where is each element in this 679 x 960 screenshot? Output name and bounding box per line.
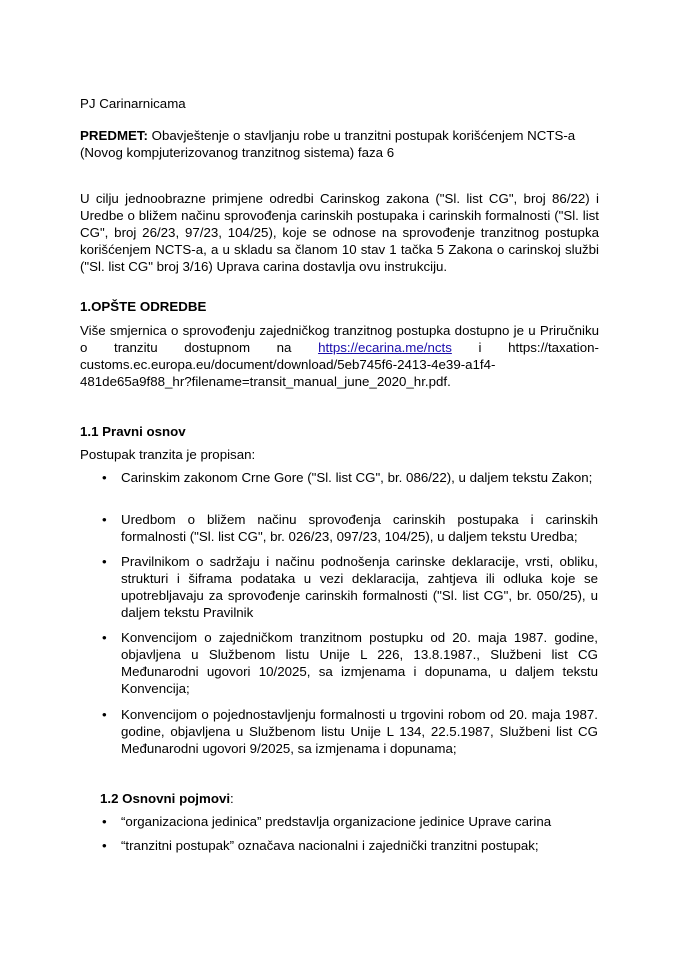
- list-item: • Carinskim zakonom Crne Gore ("Sl. list CG", br. 086/22), u daljem tekstu Zakon;: [102, 470, 593, 485]
- bullet-icon: •: [102, 814, 107, 829]
- bullet-icon: •: [102, 512, 107, 527]
- ecarina-link[interactable]: https://ecarina.me/ncts: [318, 340, 452, 355]
- subject-text: Obavještenje o stavljanju robe u tranzitni postupak korišćenjem NCTS-a (Novog kompjuterizovanog tranzitnog sistema) faza 6: [80, 128, 576, 160]
- section-1-text-before: Više smjernica o sprovođenju zajedničkog tranzitnog postupka dostupno je u Priručniku o tranzitu dostupnom na: [80, 323, 599, 355]
- subject-label: PREDMET:: [80, 128, 148, 143]
- addressee: PJ Carinarnicama: [80, 96, 186, 111]
- section-1-2-heading: 1.2 Osnovni pojmovi: [100, 791, 231, 806]
- list-item: • Pravilnikom o sadržaju i načinu podnošenja carinske deklaracije, vrsti, obliku, strukturi i šiframa podataka u vezi deklaracija, zahtjeva ili odluka koje se upotrebljavaju za sprovođenje carinskih formalnosti ("Sl. list CG", br. 050/25), u daljem tekstu Pravilnik: [102, 554, 598, 620]
- list-item: • “tranzitni postupak” označava nacionalni i zajednički tranzitni postupak;: [102, 838, 539, 853]
- section-1-2-heading-line: 1.2 Osnovni pojmovi:: [100, 791, 234, 806]
- section-1-text-after: i https://taxation-customs.ec.europa.eu/document/download/5eb745f6-2413-4e39-a1f4-481de65a9f88_hr?filename=transit_manual_june_2020_hr.pdf.: [80, 340, 599, 389]
- subject-paragraph: [80, 127, 599, 161]
- bullet-icon: •: [102, 554, 107, 569]
- section-1-paragraph: [80, 322, 599, 390]
- list-item: • Konvencijom o pojednostavljenju formalnosti u trgovini robom od 20. maja 1987. godine, objavljena u Službenom listu Unije L 134, 22.5.1987, Službeni list CG Međunarodni ugovori 9/2025, sa izmjenama i dopunama;: [102, 707, 598, 756]
- list-item: • Konvencijom o zajedničkom tranzitnom postupku od 20. maja 1987. godine, objavljena u Službenom listu Unije L 226, 13.8.1987., Službeni list CG Međunarodni ugovori 10/2025, sa izmjenama i dopunama, u daljem tekstu Konvencija;: [102, 630, 598, 696]
- section-1-heading: 1.OPŠTE ODREDBE: [80, 299, 207, 314]
- list-item: • Uredbom o bližem načinu sprovođenja carinskih postupaka i carinskih formalnosti ("Sl. list CG", br. 026/23, 097/23, 104/25), u daljem tekstu Uredba;: [102, 512, 598, 544]
- section-1-1-heading: 1.1 Pravni osnov: [80, 424, 186, 439]
- section-1-1-lead: Postupak tranzita je propisan:: [80, 447, 256, 462]
- list-item: • “organizaciona jedinica” predstavlja organizacione jedinice Uprave carina: [102, 814, 552, 829]
- bullet-icon: •: [102, 838, 107, 853]
- bullet-icon: •: [102, 707, 107, 722]
- intro-paragraph: U cilju jednoobrazne primjene odredbi Carinskog zakona ("Sl. list CG", broj 86/22) i Uredbe o bližem načinu sprovođenja carinskih postupaka i carinskih formalnosti ("Sl. list CG", broj 26/23, 97/23, 104/25), koje se odnose na sprovođenje tranzitnog postupka korišćenjem NCTS-a, a u skladu sa članom 10 stav 1 tačka 5 Zakona o carinskoj službi ("Sl. list CG" broj 3/16) Uprava carina dostavlja ovu instrukciju.: [80, 191, 599, 274]
- bullet-icon: •: [102, 470, 107, 485]
- bullet-icon: •: [102, 630, 107, 645]
